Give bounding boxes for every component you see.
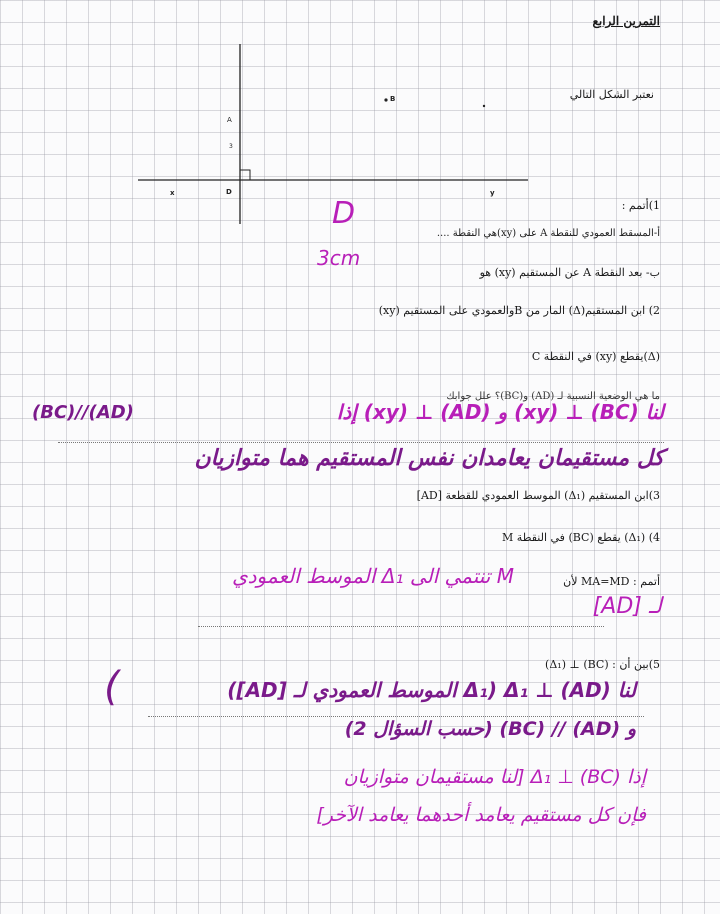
right-angle-mark xyxy=(240,170,250,180)
label-tick-3: 3 xyxy=(229,143,233,150)
q5-line4: فإن كل مستقيم يعامد أحدهما يعامد الآخر] xyxy=(316,804,646,826)
point-extra xyxy=(483,105,485,107)
q1-heading: 1)أتمم : xyxy=(621,199,660,212)
q5-text: 5)بين أن : (BC) ⊥ (Δ₁) xyxy=(545,658,660,671)
q1-b-answer: 3cm xyxy=(317,246,361,270)
q2-sub: (Δ)يقطع (xy) في النقطة C xyxy=(531,350,660,363)
q5-line1: لنا Δ₁ ⊥ (AD) (Δ₁ الموسط العمودي لـ [AD]) xyxy=(227,678,636,702)
label-y: y xyxy=(490,189,495,197)
q2-answer-conclusion: (BC)//(AD) xyxy=(32,402,134,423)
label-x: x xyxy=(170,189,175,197)
q2-question: ما هي الوضعية النسبية لـ (AD) و(BC)؟ علل جوابك xyxy=(446,391,660,402)
q1-b-text: ب- بعد النقطة A عن المستقيم (xy) هو xyxy=(479,266,660,279)
q2-answer-line1: لنا (BC) ⊥ (xy) و (AD) ⊥ (xy) إذا xyxy=(336,400,664,424)
worksheet xyxy=(28,8,684,888)
q2-answer-line2: كل مستقيمان يعامدان نفس المستقيم هما متوازيان xyxy=(194,446,664,471)
answer-dotted-line xyxy=(58,442,664,443)
q5-line2: و (AD) // (BC) (حسب السؤال 2) xyxy=(344,718,636,740)
q4-answer-1: M تنتمي الى Δ₁ الموسط العمودي xyxy=(232,564,514,588)
answer-dotted-line xyxy=(148,716,644,717)
q1-a-text: أ-المسقط العمودي للنقطة A على (xy)هي النقطة .... xyxy=(436,228,660,239)
q2-text: 2) ابن المستقيم(Δ) المار من Bوالعمودي على المستقيم (xy) xyxy=(378,304,660,317)
point-B xyxy=(384,98,387,101)
q3-text: 3)ابن المستقيم (Δ₁) الموسط العمودي للقطعة [AD] xyxy=(416,489,660,502)
q1-a-answer: D xyxy=(332,196,356,231)
label-A: A xyxy=(227,116,232,124)
q4-answer-2: لـ [AD] xyxy=(592,594,662,619)
intro-text: نعتبر الشكل التالي xyxy=(569,88,654,101)
q4-complete: أتمم : MA=MD لأن xyxy=(563,575,660,588)
answer-dotted-line xyxy=(198,626,604,627)
exercise-title: التمرين الرابع xyxy=(592,14,660,28)
q4-text: 4) (Δ₁) يقطع (BC) في النقطة M xyxy=(502,531,660,544)
label-D: D xyxy=(226,188,232,196)
q5-line3: إذا Δ₁ ⊥ (BC) [لنا مستقيمان متوازيان xyxy=(343,766,646,788)
label-B: B xyxy=(390,95,396,103)
bracket-open: ( xyxy=(104,664,120,710)
